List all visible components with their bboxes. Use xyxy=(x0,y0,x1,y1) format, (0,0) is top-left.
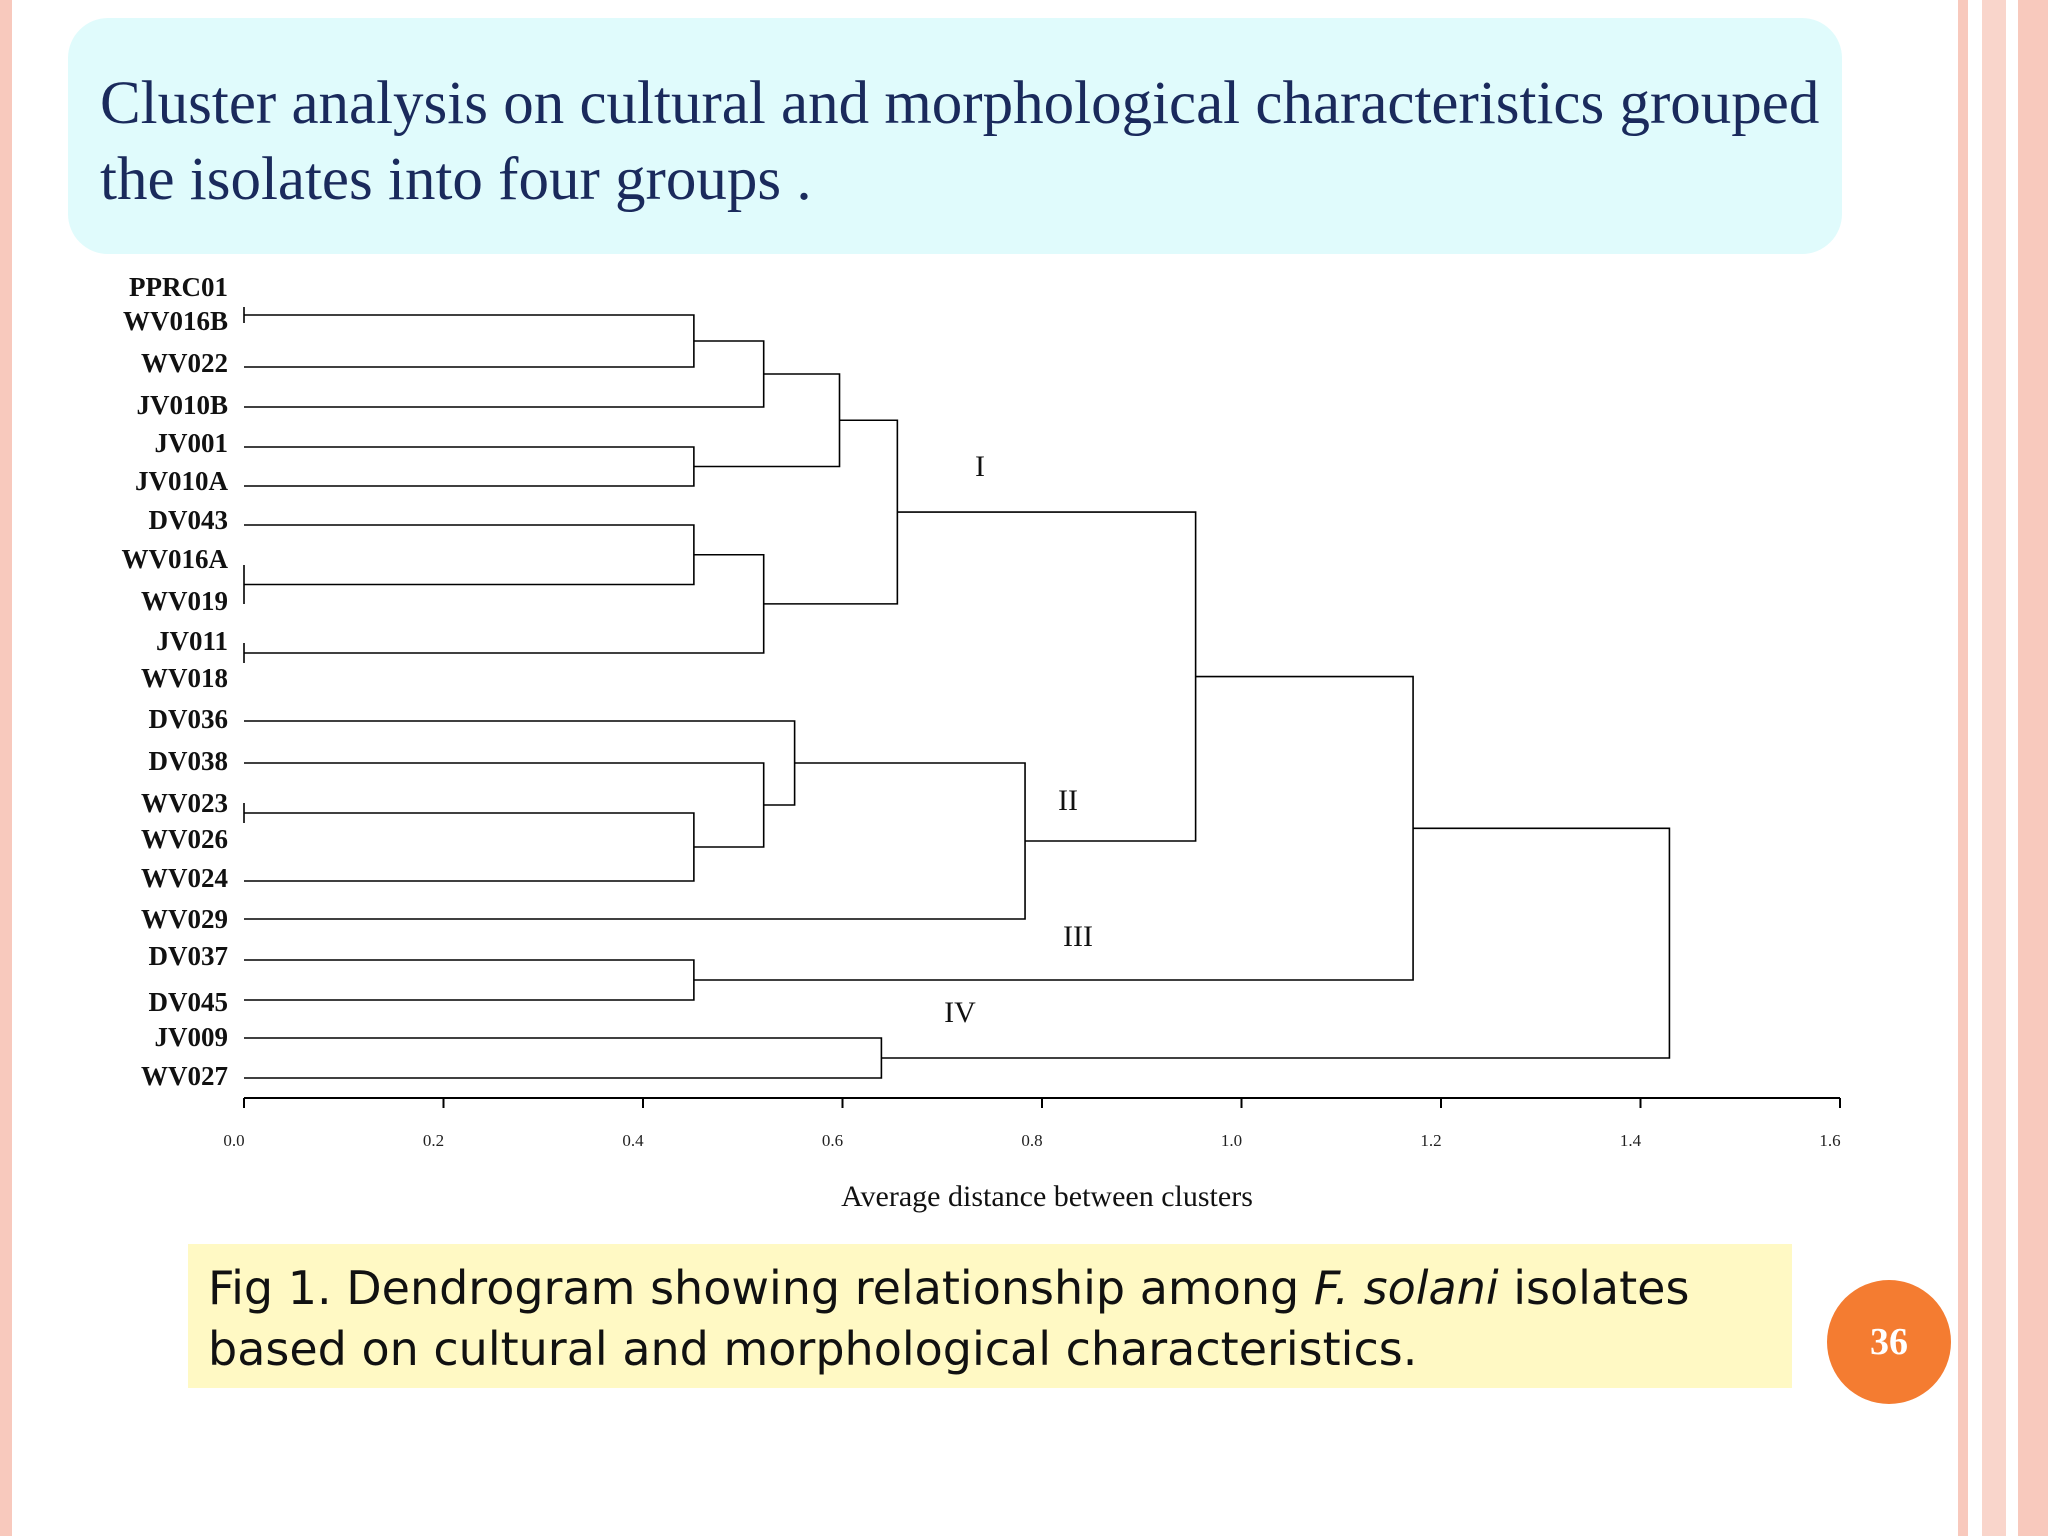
x-tick-label: 0.6 xyxy=(821,1131,844,1150)
x-axis-title: Average distance between clusters xyxy=(841,1180,1253,1213)
x-tick-label: 0.8 xyxy=(1021,1131,1043,1150)
leaf-label: WV029 xyxy=(141,904,228,934)
cluster-group-label: IV xyxy=(944,996,976,1029)
figure-caption xyxy=(188,1244,1792,1388)
leaf-label: JV010A xyxy=(135,466,228,496)
leaf-labels xyxy=(122,272,229,1091)
dendrogram-link-20 xyxy=(881,828,1669,1058)
group-labels xyxy=(944,450,1093,1029)
dendrogram-link-18 xyxy=(897,512,1195,841)
x-tick-label: 1.0 xyxy=(1220,1131,1243,1150)
dendrogram-link-12 xyxy=(244,763,764,847)
leaf-label: WV016A xyxy=(121,544,228,574)
dendrogram-link-14 xyxy=(694,374,840,467)
dendrogram-link-15 xyxy=(244,1038,881,1078)
x-tick-label: 0.4 xyxy=(622,1131,644,1150)
dendrogram-lines xyxy=(244,307,1669,1078)
leaf-label: JV001 xyxy=(154,428,228,458)
dendrogram-link-5 xyxy=(244,315,694,367)
leaf-label: PPRC01 xyxy=(129,272,228,302)
dendrogram-link-19 xyxy=(694,677,1413,980)
caption-species: F. solani xyxy=(1313,1261,1499,1315)
dendrogram-link-6 xyxy=(244,447,694,486)
dendrogram-link-11 xyxy=(244,555,764,653)
x-tick-label: 0.0 xyxy=(223,1131,245,1150)
leaf-label: DV038 xyxy=(148,746,228,776)
leaf-label: WV016B xyxy=(122,306,228,336)
dendrogram-link-7 xyxy=(244,525,694,585)
leaf-label: JV010B xyxy=(136,390,228,420)
leaf-label: DV043 xyxy=(148,505,228,535)
dendrogram-link-17 xyxy=(244,763,1025,919)
x-tick-label: 1.4 xyxy=(1619,1131,1642,1150)
dendrogram-link-9 xyxy=(244,960,694,1000)
caption-text-end: isolates based on cultural and morphological characteristics. xyxy=(208,1261,1690,1376)
dendrogram-link-10 xyxy=(244,341,764,407)
page-number-badge xyxy=(1827,1280,1951,1404)
cluster-group-label: III xyxy=(1063,920,1093,953)
leaf-label: DV036 xyxy=(148,704,228,734)
dendrogram-link-8 xyxy=(244,813,694,881)
cluster-group-label: II xyxy=(1058,784,1078,817)
leaf-label: DV037 xyxy=(148,941,228,971)
leaf-label: WV027 xyxy=(141,1061,228,1091)
leaf-label: DV045 xyxy=(148,987,228,1017)
page-number: 36 xyxy=(1870,1321,1908,1363)
x-tick-label: 1.6 xyxy=(1819,1131,1841,1150)
leaf-label: WV024 xyxy=(141,863,228,893)
leaf-label: WV026 xyxy=(141,824,228,854)
cluster-group-label: I xyxy=(975,450,985,483)
x-tick-label: 0.2 xyxy=(422,1131,445,1150)
leaf-label: WV018 xyxy=(141,663,228,693)
leaf-label: WV023 xyxy=(141,788,228,818)
leaf-label: JV011 xyxy=(155,626,228,656)
x-tick-label: 1.2 xyxy=(1420,1131,1442,1150)
dendrogram-link-16 xyxy=(764,420,898,604)
x-axis-ticks xyxy=(223,1098,1840,1150)
caption-text: Fig 1. Dendrogram showing relationship among xyxy=(208,1261,1314,1315)
slide-title: Cluster analysis on cultural and morphological characteristics grouped the isolates into four groups . xyxy=(100,70,1820,213)
leaf-label: WV022 xyxy=(141,348,228,378)
leaf-label: JV009 xyxy=(154,1022,228,1052)
leaf-label: WV019 xyxy=(141,586,228,616)
